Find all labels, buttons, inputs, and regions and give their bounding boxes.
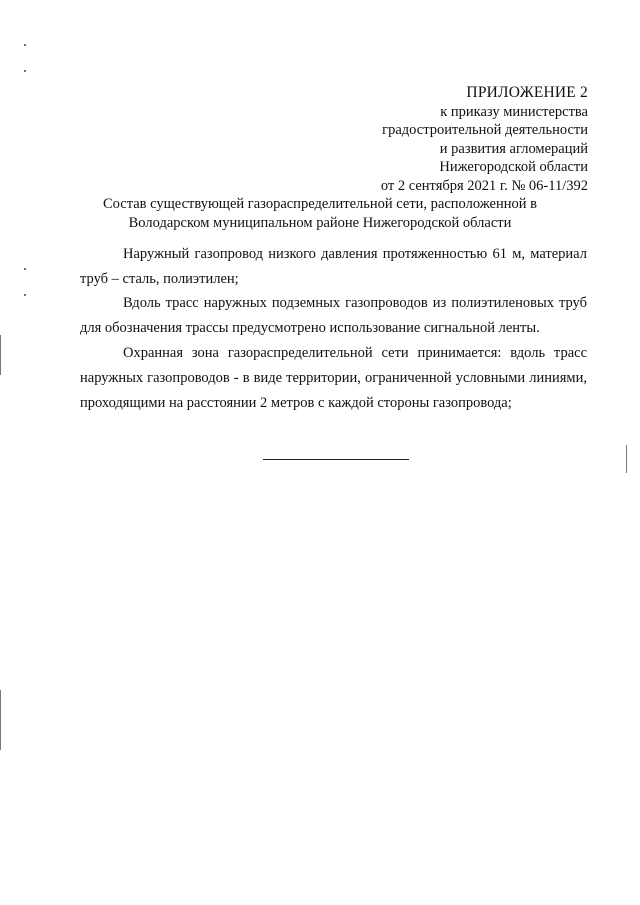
appendix-line-agglomeration: и развития агломераций — [439, 140, 588, 157]
paragraph-signal-tape: Вдоль трасс наружных подземных газопроводов из полиэтиленовых труб для обозначения трассы предусмотрено использование сигнальной ленты. — [80, 295, 587, 336]
paragraph-pipeline: Наружный газопровод низкого давления протяженностью 61 м, материал труб – сталь, полиэтилен; — [80, 246, 587, 287]
scan-edge-mark — [626, 445, 627, 473]
appendix-header — [381, 84, 588, 195]
scan-speck — [24, 70, 26, 72]
appendix-line-order: к приказу министерства — [440, 103, 588, 120]
scan-speck — [24, 268, 26, 270]
heading-line-1: Состав существующей газораспределительной сети, расположенной в — [103, 196, 537, 212]
appendix-line-ministry: градостроительной деятельности — [382, 122, 588, 138]
heading-line-2: Володарском муниципальном районе Нижегородской области — [128, 215, 512, 231]
scan-speck — [24, 44, 26, 46]
document-heading — [60, 195, 580, 233]
end-separator-line — [263, 459, 409, 460]
scan-edge-mark — [0, 335, 1, 375]
paragraph-protection-zone: Охранная зона газораспределительной сети принимается: вдоль трасс наружных газопроводов - в виде территории, ограниченной условными линиями, проходящими на расстоянии 2 метров с каждой стороны газопровода; — [80, 345, 587, 411]
appendix-line-region: Нижегородской области — [439, 159, 588, 175]
scan-speck — [24, 294, 26, 296]
appendix-title: ПРИЛОЖЕНИЕ 2 — [466, 84, 588, 101]
appendix-line-date-number: от 2 сентября 2021 г. № 06-11/392 — [380, 177, 588, 194]
scan-edge-mark — [0, 690, 1, 750]
